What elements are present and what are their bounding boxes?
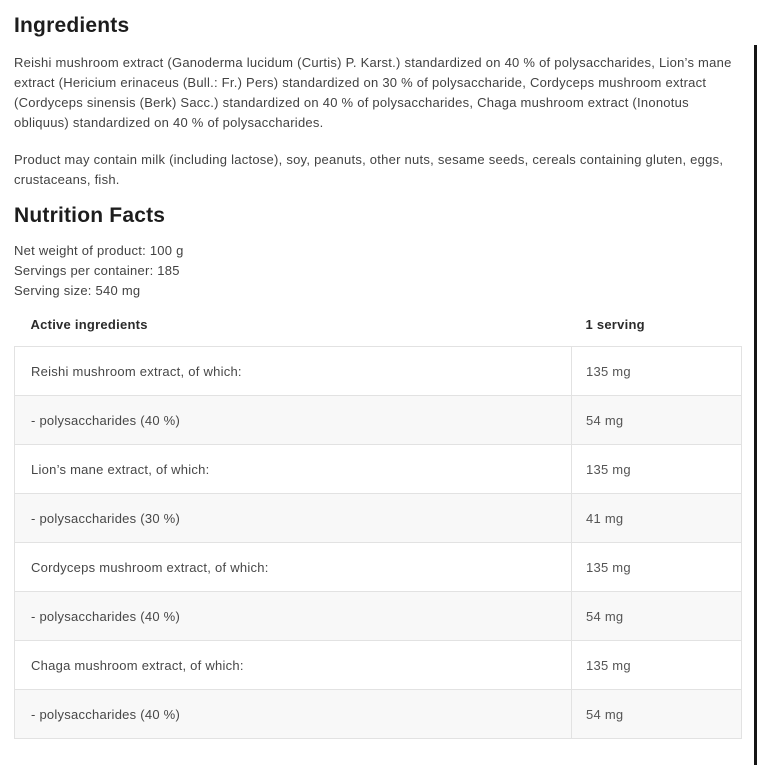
ingredient-amount-cell: 135 mg	[572, 641, 742, 690]
ingredient-name-cell: - polysaccharides (40 %)	[15, 396, 572, 445]
table-row	[15, 347, 742, 396]
ingredients-composition-text: Reishi mushroom extract (Ganoderma lucidum (Curtis) P. Karst.) standardized on 40 % of polysaccharides, Lion’s mane extract (Hericium erinaceus (Bull.: Fr.) Pers) standardized on 30 % of polysaccharide, Cordyceps mushroom extract (Cordyceps sinensis (Berk) Sacc.) standardized on 40 % of polysaccharides, Chaga mushroom extract (Inonotus obliquus) standardized on 40 % of polysaccharides.	[14, 55, 732, 130]
servings-per-container-line: Servings per container: 185	[14, 263, 180, 278]
serving-size-line: Serving size: 540 mg	[14, 283, 141, 298]
ingredient-name-cell: Lion’s mane extract, of which:	[15, 445, 572, 494]
table-row	[15, 543, 742, 592]
nutrition-facts-section-title: Nutrition Facts	[14, 204, 166, 227]
table-row	[15, 445, 742, 494]
active-ingredients-column-header: Active ingredients	[15, 313, 572, 347]
table-row	[15, 396, 742, 445]
active-ingredients-table	[14, 313, 742, 739]
ingredient-name-cell: Cordyceps mushroom extract, of which:	[15, 543, 572, 592]
ingredient-amount-cell: 41 mg	[572, 494, 742, 543]
ingredients-section-title: Ingredients	[14, 14, 130, 37]
net-weight-line: Net weight of product: 100 g	[14, 243, 184, 258]
ingredient-amount-cell: 54 mg	[572, 592, 742, 641]
allergen-note-text: Product may contain milk (including lactose), soy, peanuts, other nuts, sesame seeds, cereals containing gluten, eggs, crustaceans, fish.	[14, 152, 724, 187]
ingredient-name-cell: Reishi mushroom extract, of which:	[15, 347, 572, 396]
ingredient-name-cell: - polysaccharides (30 %)	[15, 494, 572, 543]
ingredient-amount-cell: 135 mg	[572, 445, 742, 494]
table-row	[15, 690, 742, 739]
table-row	[15, 592, 742, 641]
table-header-row	[15, 313, 742, 347]
ingredient-name-cell: Chaga mushroom extract, of which:	[15, 641, 572, 690]
active-ingredients-table-body	[15, 347, 742, 739]
ingredient-name-cell: - polysaccharides (40 %)	[15, 592, 572, 641]
active-ingredients-table-header	[15, 313, 742, 347]
ingredient-amount-cell: 135 mg	[572, 543, 742, 592]
ingredient-name-cell: - polysaccharides (40 %)	[15, 690, 572, 739]
table-row	[15, 494, 742, 543]
serving-column-header: 1 serving	[572, 313, 742, 347]
table-row	[15, 641, 742, 690]
ingredient-amount-cell: 54 mg	[572, 690, 742, 739]
ingredient-amount-cell: 135 mg	[572, 347, 742, 396]
ingredient-amount-cell: 54 mg	[572, 396, 742, 445]
serving-info-block	[14, 241, 741, 301]
